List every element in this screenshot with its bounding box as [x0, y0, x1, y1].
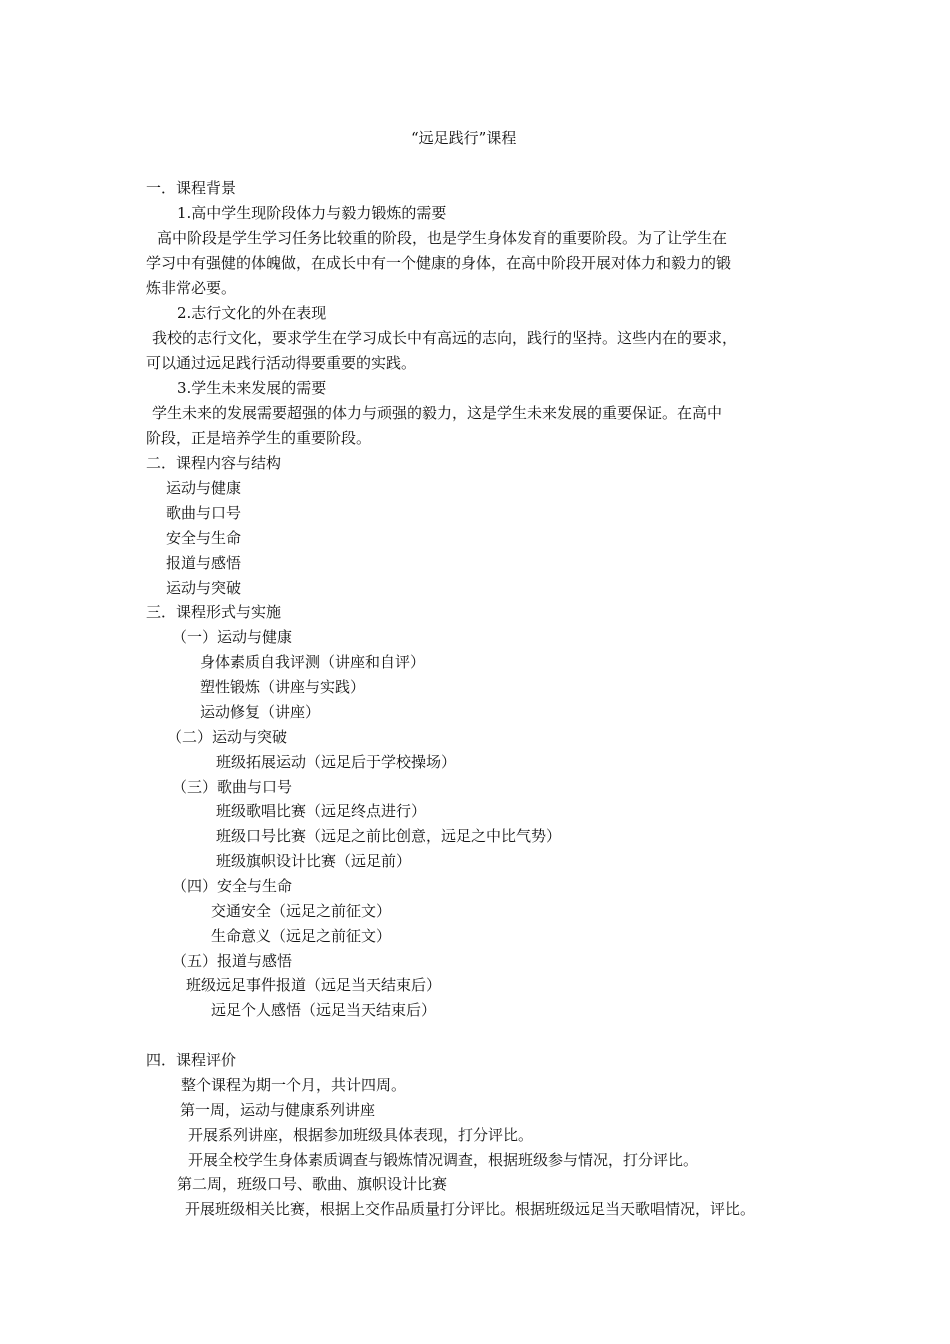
list-item: 歌曲与口号	[166, 504, 242, 522]
section-heading: 四．课程评价	[146, 1051, 237, 1069]
list-item: 生命意义（远足之前征文）	[211, 927, 392, 945]
section-heading: 二．课程内容与结构	[146, 454, 282, 472]
paragraph-line: 开展班级相关比赛，根据上交作品质量打分评比。根据班级远足当天歌唱情况，评比。	[185, 1200, 756, 1218]
list-item: 运动修复（讲座）	[200, 703, 321, 721]
list-item: 运动与健康	[166, 479, 242, 497]
paragraph-line: 开展全校学生身体素质调查与锻炼情况调查，根据班级参与情况，打分评比。	[188, 1151, 699, 1169]
list-item: 班级歌唱比赛（远足终点进行）	[216, 802, 427, 820]
group-title: （五）报道与感悟	[172, 952, 293, 970]
section-heading: 一．课程背景	[146, 179, 237, 197]
list-item: 塑性锻炼（讲座与实践）	[200, 678, 366, 696]
list-item: 远足个人感悟（远足当天结束后）	[211, 1001, 437, 1019]
paragraph-line: 开展系列讲座，根据参加班级具体表现，打分评比。	[188, 1126, 534, 1144]
paragraph-line: 整个课程为期一个月，共计四周。	[181, 1076, 407, 1094]
list-item: 报道与感悟	[166, 554, 242, 572]
paragraph-line: 可以通过远足践行活动得要重要的实践。	[146, 354, 417, 372]
list-item: 班级拓展运动（远足后于学校操场）	[216, 753, 457, 771]
section-heading: 三．课程形式与实施	[146, 603, 282, 621]
subheading: 2.志行文化的外在表现	[177, 304, 327, 322]
list-item: 身体素质自我评测（讲座和自评）	[200, 653, 426, 671]
list-item: 运动与突破	[166, 579, 242, 597]
paragraph-line: 第一周，运动与健康系列讲座	[180, 1101, 376, 1119]
list-item: 交通安全（远足之前征文）	[211, 902, 392, 920]
paragraph-line: 第二周，班级口号、歌曲、旗帜设计比赛	[177, 1175, 448, 1193]
list-item: 班级口号比赛（远足之前比创意，远足之中比气势）	[216, 827, 562, 845]
paragraph-line: 炼非常必要。	[146, 279, 237, 297]
paragraph-line: 学习中有强健的体魄做，在成长中有一个健康的身体，在高中阶段开展对体力和毅力的锻	[146, 254, 732, 272]
group-title: （四）安全与生命	[172, 877, 293, 895]
document-title: “远足践行”课程	[411, 129, 517, 147]
group-title: （三）歌曲与口号	[172, 778, 293, 796]
paragraph-line: 高中阶段是学生学习任务比较重的阶段，也是学生身体发育的重要阶段。为了让学生在	[157, 229, 728, 247]
list-item: 班级旗帜设计比赛（远足前）	[216, 852, 412, 870]
subheading: 3.学生未来发展的需要	[177, 379, 327, 397]
group-title: （一）运动与健康	[172, 628, 293, 646]
group-title: （二）运动与突破	[167, 728, 288, 746]
paragraph-line: 学生未来的发展需要超强的体力与顽强的毅力，这是学生未来发展的重要保证。在高中	[152, 404, 723, 422]
list-item: 班级远足事件报道（远足当天结束后）	[186, 976, 442, 994]
list-item: 安全与生命	[166, 529, 242, 547]
paragraph-line: 我校的志行文化，要求学生在学习成长中有高远的志向，践行的坚持。这些内在的要求，	[152, 329, 738, 347]
paragraph-line: 阶段，正是培养学生的重要阶段。	[146, 429, 372, 447]
subheading: 1.高中学生现阶段体力与毅力锻炼的需要	[177, 204, 447, 222]
